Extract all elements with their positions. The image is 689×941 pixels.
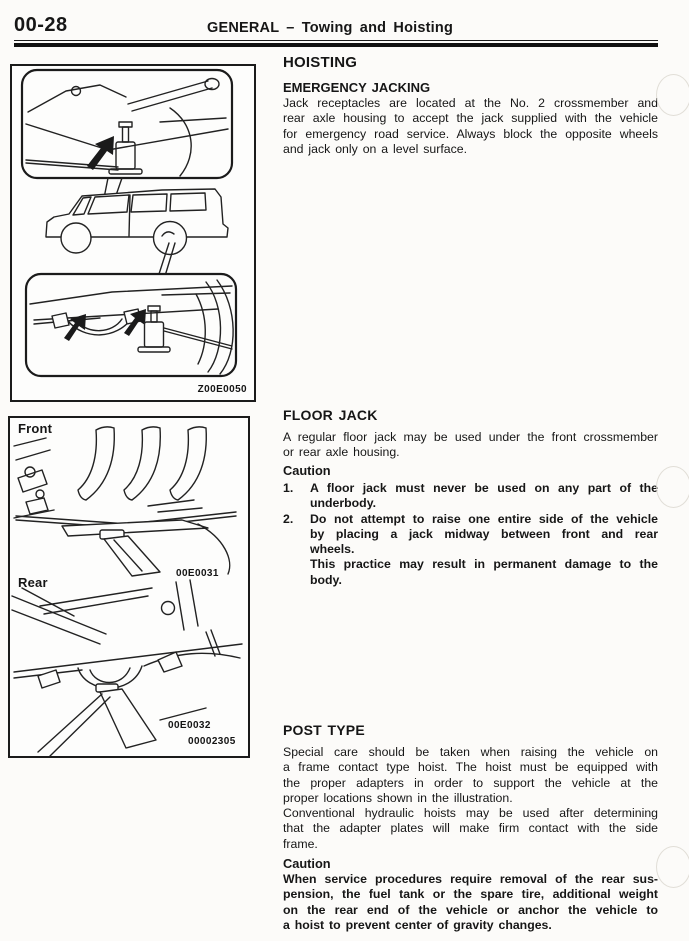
paragraph-post-type bbox=[283, 745, 658, 852]
floor-jack-caution-list bbox=[283, 481, 658, 588]
figure-floor-jack bbox=[8, 416, 250, 758]
binder-hole-artifact bbox=[656, 466, 689, 508]
subsection-heading-floor-jack: FLOOR JACK bbox=[283, 407, 378, 423]
list-number: 2. bbox=[283, 511, 294, 526]
fig1-top-inset bbox=[22, 70, 232, 178]
post-type-para-2: Conventional hydraulic hoists may be used after determining that the adapter plates will make firm contact with the side frame. bbox=[283, 806, 658, 851]
page-number: 00-28 bbox=[14, 14, 68, 36]
binder-hole-artifact bbox=[656, 846, 689, 888]
floor-jack-icon bbox=[100, 530, 160, 576]
caution-item-2 bbox=[283, 512, 658, 588]
figure-code: 00E0032 bbox=[168, 720, 211, 731]
list-item-continuation: This practice may result in permanent damage to the body. bbox=[310, 557, 658, 587]
page-title: GENERAL – Towing and Hoisting bbox=[206, 20, 454, 36]
figure-code: 00E0031 bbox=[176, 568, 219, 579]
figure-code: Z00E0050 bbox=[197, 384, 247, 395]
floor-jack-icon bbox=[38, 684, 156, 756]
list-item-text: A floor jack must never be used on any part of the underbody. bbox=[310, 481, 658, 511]
paragraph-emergency-jacking: Jack receptacles are located at the No. 2 crossmember and rear axle housing to accept the jack supplied with the vehicle for emergency road service. Always block the opposite wheels and jack only on a level surface. bbox=[283, 96, 658, 156]
figure-code: 00002305 bbox=[188, 736, 236, 747]
fig1-illustration bbox=[12, 66, 254, 400]
caution-heading: Caution bbox=[283, 856, 331, 871]
list-item-lines: Do not attempt to raise one entire side of the vehicle by placing a jack midway between front and rear wheels. bbox=[310, 511, 658, 557]
jack-point-arrow-icon bbox=[87, 136, 114, 170]
fig2-front-drawing bbox=[14, 427, 236, 576]
header-rule-thick bbox=[14, 43, 658, 47]
figure-rear-label: Rear bbox=[18, 575, 48, 590]
caution-heading: Caution bbox=[283, 463, 331, 478]
figure-front-label: Front bbox=[18, 421, 53, 436]
fig1-bottom-inset bbox=[26, 274, 236, 376]
caution-item-1 bbox=[283, 481, 658, 512]
subsection-heading-post-type: POST TYPE bbox=[283, 722, 365, 738]
paragraph-post-type-caution: When service procedures require removal of the rear sus- pension, the fuel tank or the spare tire, additional weight on the rear end of the vehicle or anchor the vehicle to a hoist to prevent center of gravity changes. bbox=[283, 872, 658, 932]
fig1-vehicle-side-view bbox=[46, 189, 228, 255]
list-number: 1. bbox=[283, 481, 294, 495]
figure-emergency-jacking bbox=[10, 64, 256, 402]
list-item-text bbox=[310, 512, 658, 588]
post-type-para-1: Special care should be taken when raising the vehicle on a frame contact type hoist. The hoist must be equipped with the proper adapters in order to support the vehicle at the proper locations shown in the illustration. bbox=[283, 745, 658, 805]
section-heading-hoisting: HOISTING bbox=[283, 54, 358, 71]
paragraph-floor-jack: A regular floor jack may be used under the front crossmember or rear axle housing. bbox=[283, 430, 658, 460]
binder-hole-artifact bbox=[656, 74, 689, 116]
header-rule-thin bbox=[14, 40, 658, 41]
subsection-heading-emergency-jacking: EMERGENCY JACKING bbox=[283, 80, 431, 95]
